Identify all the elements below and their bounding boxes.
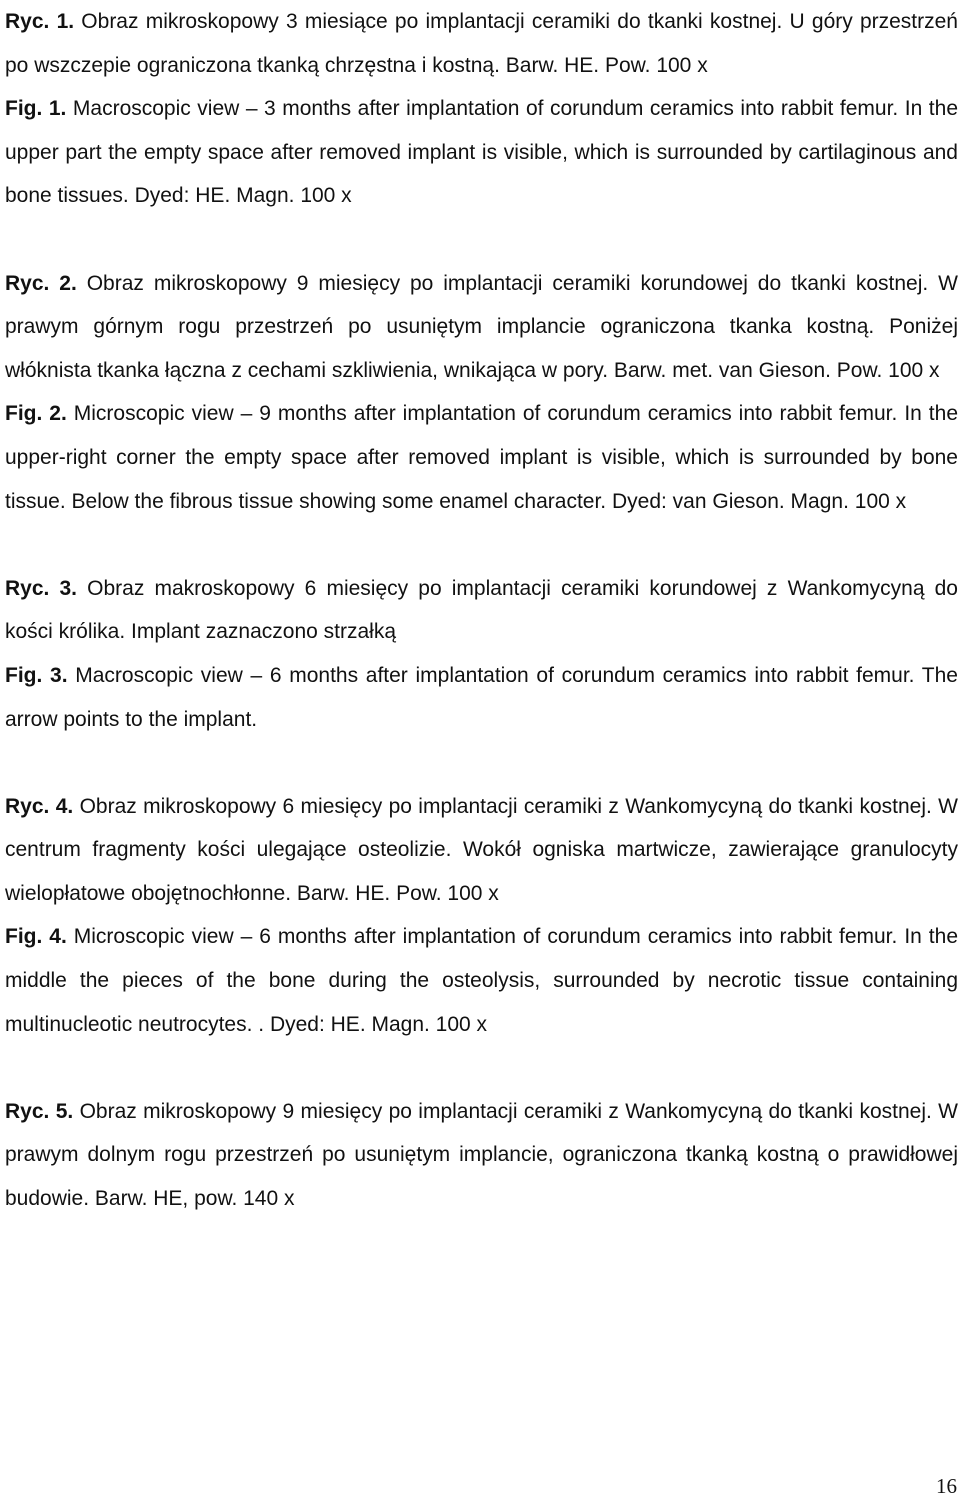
caption-en-4 [5, 915, 958, 1046]
spacer [5, 741, 958, 785]
caption-text: Obraz mikroskopowy 6 miesięcy po implantacji ceramiki z Wankomycyną do tkanki kostnej. W centrum fragmenty kości ulegające osteolizie. Wokół ogniska martwicze, zawierające granulocyty wielopłatowe obojętnochłonne. Barw. HE. Pow. 100 x [5, 794, 958, 905]
caption-label: Fig. 4. [5, 925, 67, 949]
caption-en-3 [5, 654, 958, 741]
caption-label: Ryc. 5. [5, 1099, 74, 1123]
caption-text: Microscopic view – 6 months after implantation of corundum ceramics into rabbit femur. In the middle the pieces of the bone during the osteolysis, surrounded by necrotic tissue containing multinucleotic neutrocytes. . Dyed: HE. Magn. 100 x [5, 925, 958, 1036]
caption-text: Microscopic view – 9 months after implantation of corundum ceramics into rabbit femur. In the upper-right corner the empty space after removed implant is visible, which is surrounded by bone tissue. Below the fibrous tissue showing some enamel character. Dyed: van Gieson. Magn. 100 x [5, 402, 958, 513]
caption-text: Macroscopic view – 3 months after implantation of corundum ceramics into rabbit femur. In the upper part the empty space after removed implant is visible, which is surrounded by cartilaginous and bone tissues. Dyed: HE. Magn. 100 x [5, 97, 958, 208]
caption-pl-4 [5, 785, 958, 916]
caption-label: Fig. 3. [5, 663, 68, 687]
caption-text: Obraz mikroskopowy 9 miesięcy po implantacji ceramiki z Wankomycyną do tkanki kostnej. W prawym dolnym rogu przestrzeń po usuniętym implancie, ograniczona tkanką kostną o prawidłowej budowie. Barw. HE, pow. 140 x [5, 1099, 958, 1211]
caption-label: Ryc. 1. [5, 10, 75, 33]
caption-label: Fig. 2. [5, 402, 67, 426]
caption-pl-2 [5, 262, 958, 393]
caption-label: Ryc. 4. [5, 794, 74, 818]
caption-pl-1 [5, 0, 958, 87]
caption-en-2 [5, 392, 958, 523]
caption-label: Ryc. 2. [5, 271, 77, 295]
caption-label: Fig. 1. [5, 97, 67, 121]
page-number: 16 [936, 1474, 957, 1498]
caption-text: Obraz mikroskopowy 3 miesiące po implantacji ceramiki do tkanki kostnej. U góry przestrzeń po wszczepie ograniczona tkanką chrzęstna i kostną. Barw. HE. Pow. 100 x [5, 10, 958, 77]
spacer [5, 1046, 958, 1090]
caption-label: Ryc. 3. [5, 576, 78, 600]
spacer [5, 523, 958, 567]
caption-pl-5 [5, 1090, 958, 1221]
caption-en-1 [5, 87, 958, 218]
caption-text: Obraz makroskopowy 6 miesięcy po implantacji ceramiki korundowej z Wankomycyną do kości królika. Implant zaznaczono strzałką [5, 576, 958, 644]
caption-text: Obraz mikroskopowy 9 miesięcy po implantacji ceramiki korundowej do tkanki kostnej. W prawym górnym rogu przestrzeń po usuniętym implancie ograniczona tkanka kostną. Poniżej włóknista tkanka łączna z cechami szkliwienia, wnikająca w pory. Barw. met. van Gieson. Pow. 100 x [5, 271, 958, 382]
spacer [5, 218, 958, 262]
caption-text: Macroscopic view – 6 months after implantation of corundum ceramics into rabbit femur. The arrow points to the implant. [5, 663, 958, 731]
document-page [5, 0, 958, 1221]
caption-pl-3 [5, 567, 958, 654]
